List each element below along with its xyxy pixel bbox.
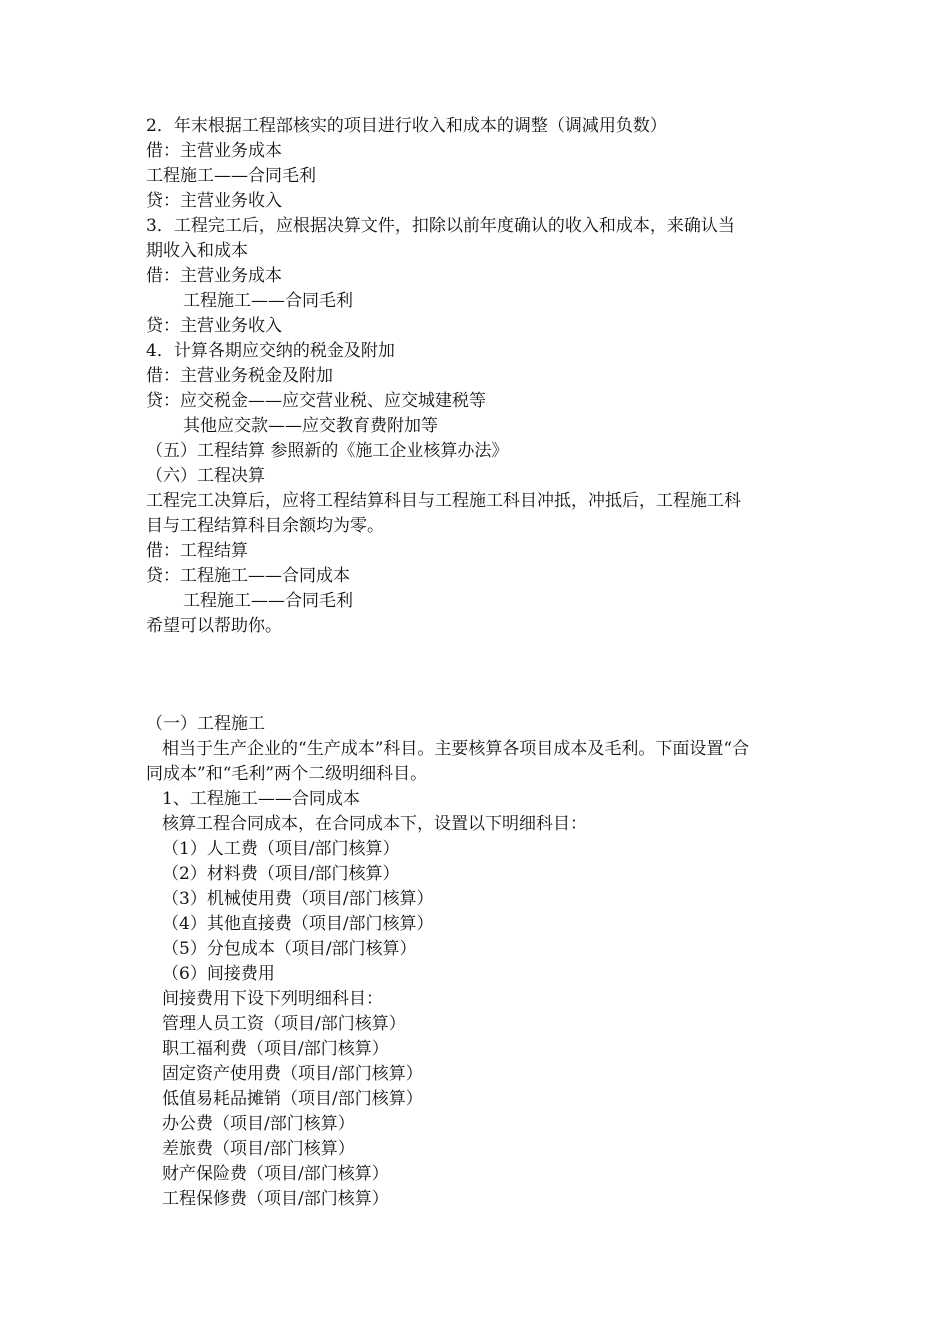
- list-item: 工程保修费（项目/部门核算）: [162, 1189, 389, 1209]
- text-line: 1、工程施工——合同成本: [162, 789, 360, 809]
- list-item: （6）间接费用: [162, 964, 275, 984]
- text-line: 其他应交款——应交教育费附加等: [183, 416, 438, 436]
- text-line: 目与工程结算科目余额均为零。: [146, 516, 384, 536]
- text-line: 借：工程结算: [146, 541, 248, 561]
- text-line: 3．工程完工后，应根据决算文件，扣除以前年度确认的收入和成本，来确认当: [146, 216, 735, 236]
- list-item: （1）人工费（项目/部门核算）: [162, 839, 400, 859]
- text-line: 贷：应交税金——应交营业税、应交城建税等: [146, 391, 486, 411]
- text-line: 4．计算各期应交纳的税金及附加: [146, 341, 395, 361]
- list-item: 差旅费（项目/部门核算）: [162, 1139, 355, 1159]
- text-line: 贷：主营业务收入: [146, 191, 282, 211]
- list-item: （2）材料费（项目/部门核算）: [162, 864, 400, 884]
- text-line: 贷：工程施工——合同成本: [146, 566, 350, 586]
- text-line: 2．年末根据工程部核实的项目进行收入和成本的调整（调减用负数）: [146, 116, 667, 136]
- text-line: 期收入和成本: [146, 241, 248, 261]
- list-item: 低值易耗品摊销（项目/部门核算）: [162, 1089, 423, 1109]
- text-line: 工程施工——合同毛利: [183, 591, 353, 611]
- list-item: 办公费（项目/部门核算）: [162, 1114, 355, 1134]
- text-line: 相当于生产企业的“生产成本”科目。主要核算各项目成本及毛利。下面设置“合: [162, 739, 750, 759]
- text-line: 工程施工——合同毛利: [183, 291, 353, 311]
- text-line: 核算工程合同成本，在合同成本下，设置以下明细科目：: [162, 814, 587, 834]
- list-item: 管理人员工资（项目/部门核算）: [162, 1014, 406, 1034]
- text-line: 间接费用下设下列明细科目：: [162, 989, 383, 1009]
- list-item: （5）分包成本（项目/部门核算）: [162, 939, 417, 959]
- text-line: （六）工程决算: [146, 466, 265, 486]
- list-item: 财产保险费（项目/部门核算）: [162, 1164, 389, 1184]
- text-line: 借：主营业务成本: [146, 266, 282, 286]
- text-line: 工程施工——合同毛利: [146, 166, 316, 186]
- list-item: （3）机械使用费（项目/部门核算）: [162, 889, 434, 909]
- text-line: 希望可以帮助你。: [146, 616, 282, 636]
- text-line: 借：主营业务税金及附加: [146, 366, 333, 386]
- text-line: 工程完工决算后，应将工程结算科目与工程施工科目冲抵，冲抵后，工程施工科: [146, 491, 741, 511]
- section-heading: （一）工程施工: [146, 714, 265, 734]
- list-item: 固定资产使用费（项目/部门核算）: [162, 1064, 423, 1084]
- text-line: 贷：主营业务收入: [146, 316, 282, 336]
- list-item: （4）其他直接费（项目/部门核算）: [162, 914, 434, 934]
- text-line: 同成本”和“毛利”两个二级明细科目。: [146, 764, 428, 784]
- list-item: 职工福利费（项目/部门核算）: [162, 1039, 389, 1059]
- text-line: （五）工程结算 参照新的《施工企业核算办法》: [146, 441, 509, 461]
- text-line: 借：主营业务成本: [146, 141, 282, 161]
